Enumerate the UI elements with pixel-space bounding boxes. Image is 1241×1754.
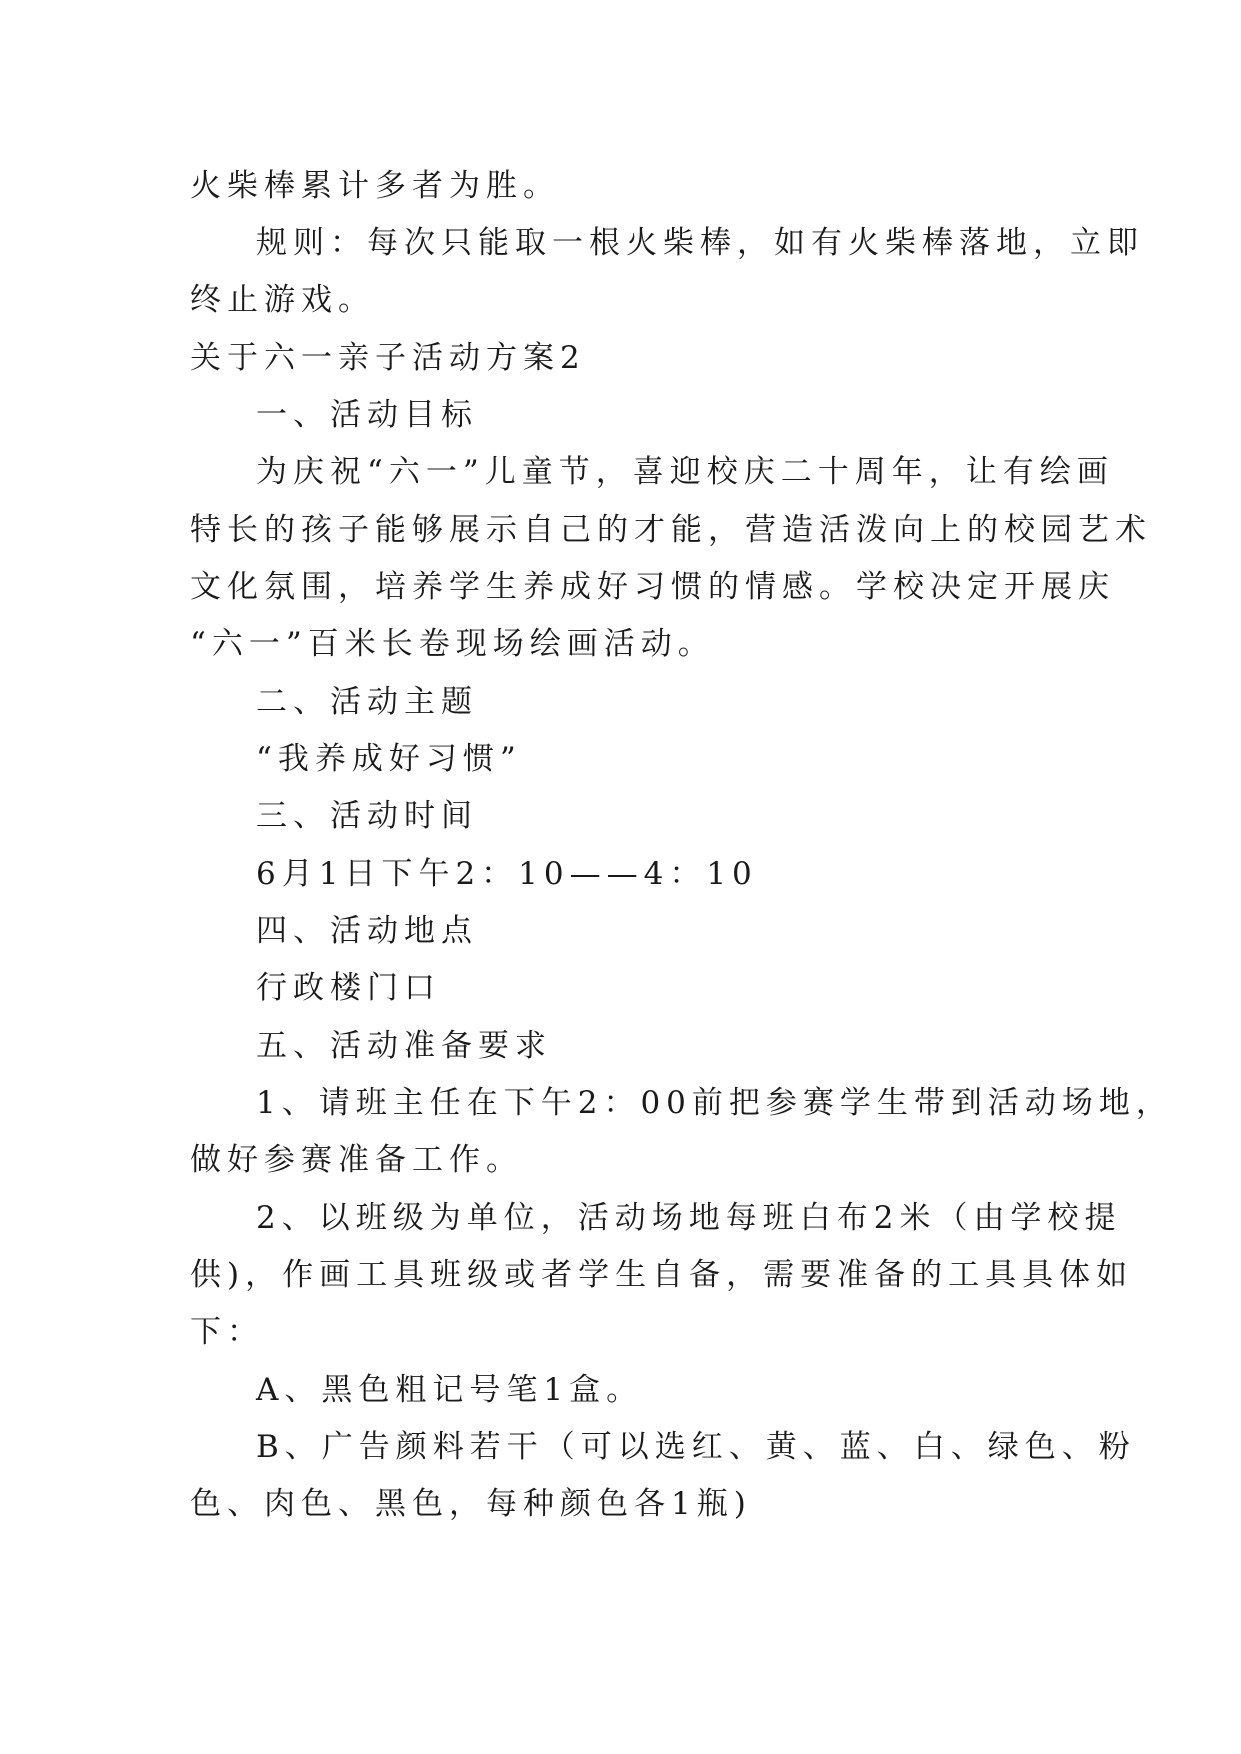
paragraph-line: 1、请班主任在下午2：00前把参赛学生带到活动场地， <box>256 1085 1173 1121</box>
paragraph-line: “我养成好习惯” <box>256 741 522 777</box>
section-heading: 五、活动准备要求 <box>256 1028 552 1064</box>
paragraph-line: 特长的孩子能够展示自己的才能，营造活泼向上的校园艺术 <box>190 512 1152 548</box>
paragraph-line: 规则：每次只能取一根火柴棒，如有火柴棒落地，立即 <box>256 225 1144 261</box>
section-heading: 四、活动地点 <box>256 913 478 949</box>
paragraph-line: 行政楼门口 <box>256 970 441 1006</box>
section-title: 关于六一亲子活动方案2 <box>190 340 586 376</box>
paragraph-line: 6月1日下午2：10——4：10 <box>256 856 758 892</box>
paragraph-line: 文化氛围，培养学生养成好习惯的情感。学校决定开展庆 <box>190 569 1115 605</box>
paragraph-line: 供)，作画工具班级或者学生自备，需要准备的工具具体如 <box>190 1257 1134 1293</box>
paragraph-line: 终止游戏。 <box>190 282 375 318</box>
paragraph-line: 为庆祝“六一”儿童节，喜迎校庆二十周年，让有绘画 <box>256 454 1114 490</box>
section-heading: 三、活动时间 <box>256 798 478 834</box>
list-item: B、广告颜料若干（可以选红、黄、蓝、白、绿色、粉 <box>256 1429 1136 1465</box>
paragraph-line: “六一”百米长卷现场绘画活动。 <box>190 626 715 662</box>
list-item: A、黑色粗记号笔1盒。 <box>256 1372 644 1408</box>
paragraph-line: 做好参赛准备工作。 <box>190 1142 523 1178</box>
section-heading: 一、活动目标 <box>256 397 478 433</box>
paragraph-line: 火柴棒累计多者为胜。 <box>190 168 560 204</box>
section-heading: 二、活动主题 <box>256 684 478 720</box>
paragraph-line: 色、肉色、黑色，每种颜色各1瓶) <box>190 1486 752 1522</box>
paragraph-line: 2、以班级为单位，活动场地每班白布2米（由学校提 <box>256 1200 1122 1236</box>
paragraph-line: 下： <box>190 1314 264 1350</box>
